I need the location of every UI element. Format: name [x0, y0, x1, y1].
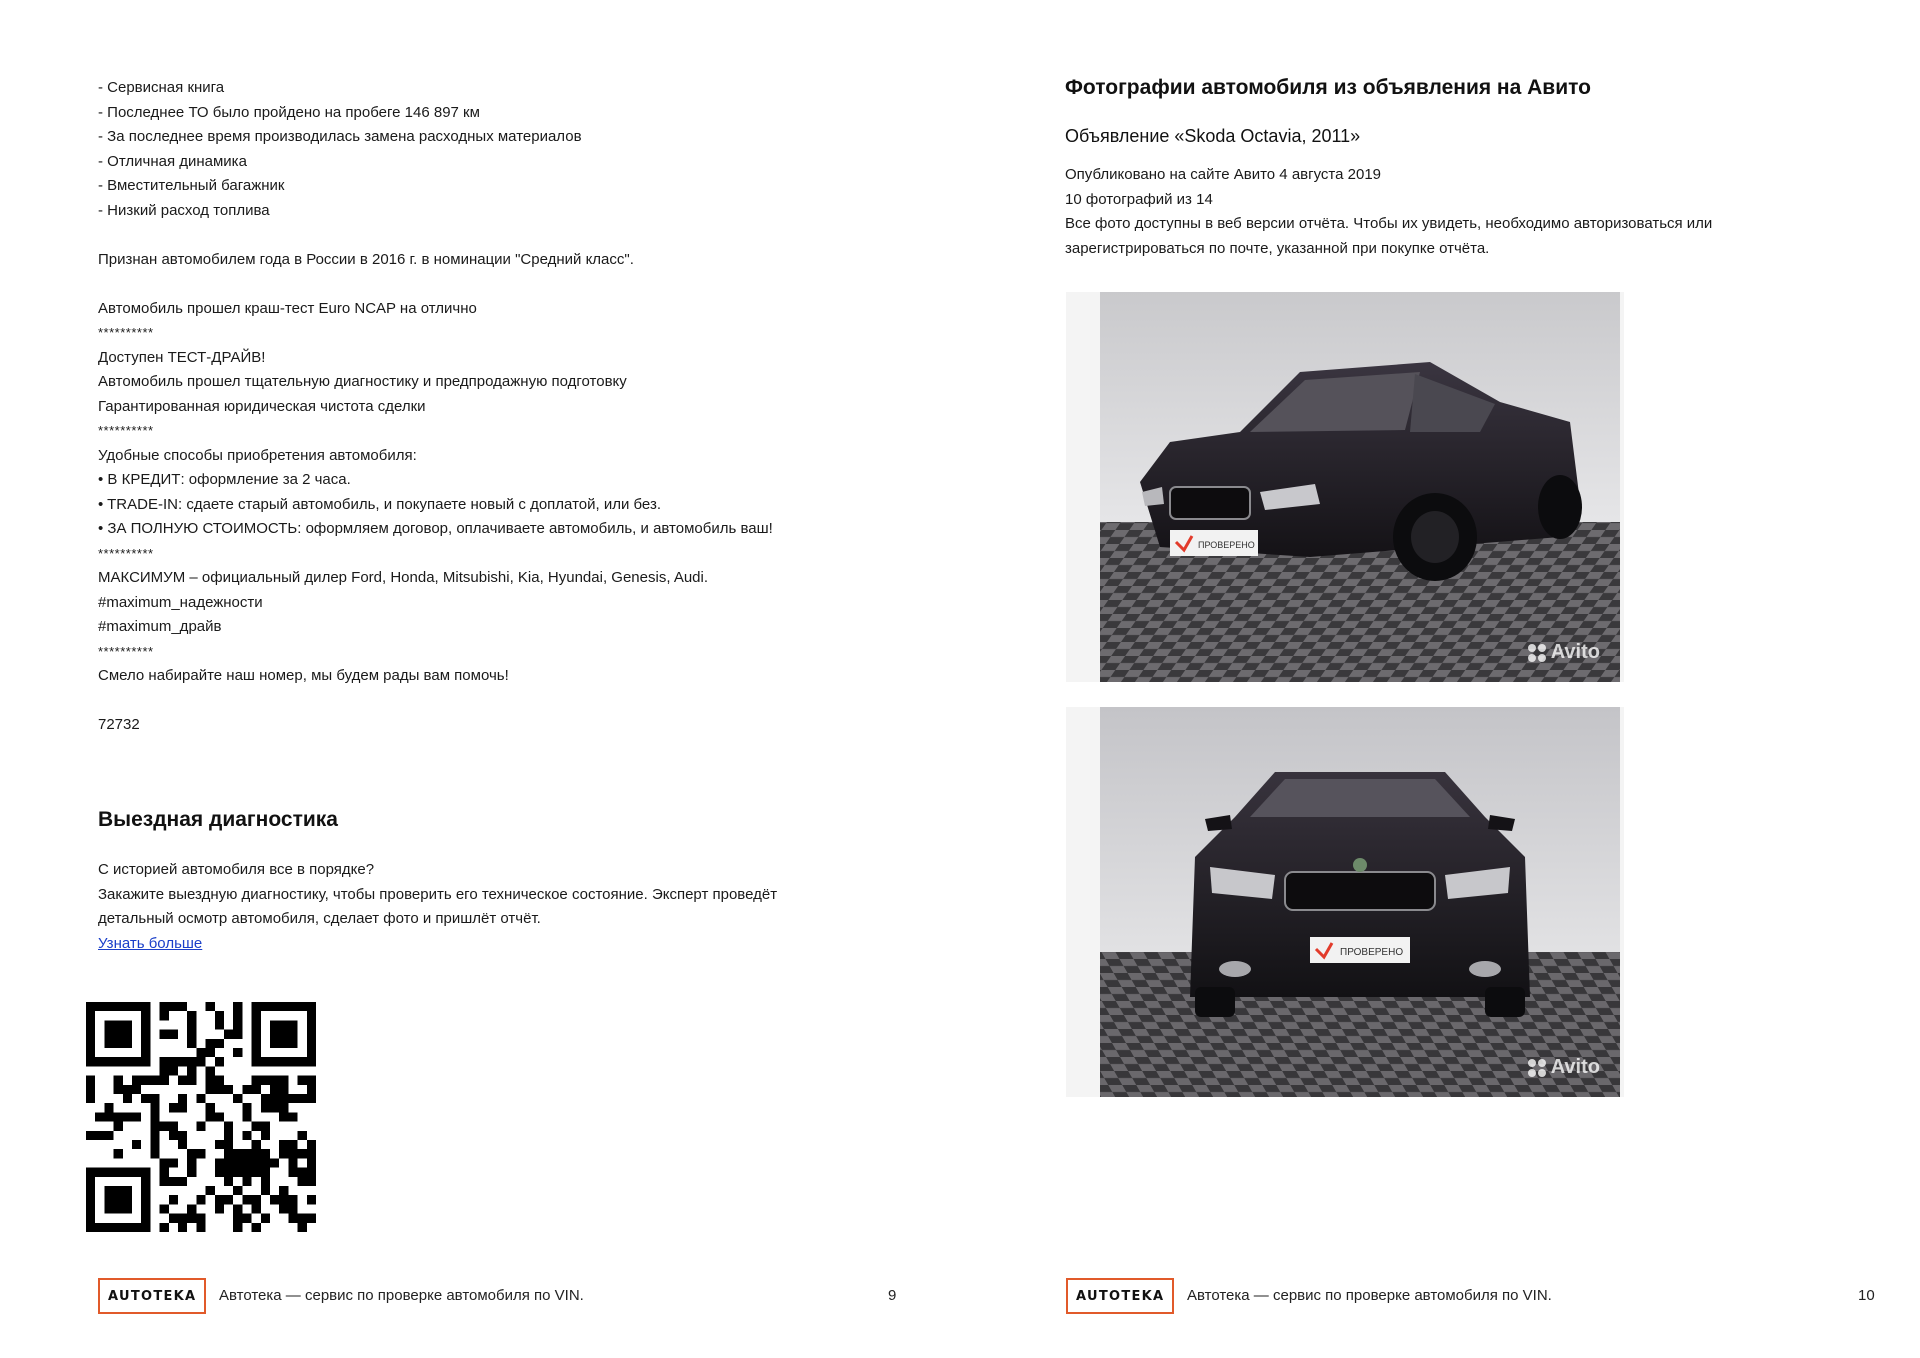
published-date: Опубликовано на сайте Авито 4 августа 2019: [1065, 166, 1382, 183]
logo-text: AUTOTEKA: [108, 1288, 197, 1304]
car-photo-2[interactable]: [1066, 707, 1624, 1097]
logo-text: AUTOTEKA: [1076, 1288, 1165, 1304]
avito-watermark-text: Avito: [1550, 1056, 1600, 1078]
description-line: [98, 689, 858, 714]
separator-line: **********: [98, 423, 154, 438]
description-line: [98, 272, 858, 297]
description-line: #maximum_драйв: [98, 618, 222, 635]
autoteka-logo[interactable]: [98, 1278, 206, 1314]
description-line: Доступен ТЕСТ-ДРАЙВ!: [98, 348, 266, 366]
footer-text: Автотека — сервис по проверке автомобиля по VIN.: [1187, 1287, 1552, 1304]
separator-line: **********: [98, 643, 154, 659]
car-front-three-quarter-image: [1100, 292, 1620, 682]
plate-badge-text: ПРОВЕРЕНО: [1198, 540, 1255, 550]
description-line: Гарантированная юридическая чистота сделки: [98, 397, 426, 415]
car-photo-image: [1100, 292, 1620, 682]
diagnostics-line: С историей автомобиля все в порядке?: [98, 861, 375, 878]
car-front-view-image: [1100, 707, 1620, 1097]
description-line: #maximum_надежности: [98, 593, 263, 611]
page-footer: [1066, 1278, 1886, 1314]
photo-count: 10 фотографий из 14: [1065, 190, 1213, 208]
description-line: - Последнее ТО было пройдено на пробеге 146 897 км: [98, 103, 480, 121]
photos-note: зарегистрироваться по почте, указанной при покупке отчёта.: [1065, 239, 1490, 257]
avito-watermark-text: Avito: [1550, 641, 1600, 663]
plate-badge-text: ПРОВЕРЕНО: [1340, 947, 1404, 958]
description-line: - За последнее время производилась замена расходных материалов: [98, 128, 582, 145]
car-photo-1[interactable]: [1066, 292, 1624, 682]
description-line: - Низкий расход топлива: [98, 201, 270, 219]
description-line: Удобные способы приобретения автомобиля:: [98, 446, 417, 464]
avito-logo-icon: [1528, 644, 1546, 662]
car-photo-image: [1100, 707, 1620, 1097]
qr-code: [86, 1002, 316, 1232]
diagnostics-heading: Выездная диагностика: [98, 808, 338, 831]
listing-name: Объявление «Skoda Octavia, 2011»: [1065, 126, 1361, 146]
description-line: • В КРЕДИТ: оформление за 2 часа.: [98, 471, 351, 488]
description-line: - Отличная динамика: [98, 152, 247, 170]
photos-heading: Фотографии автомобиля из объявления на Авито: [1065, 76, 1591, 99]
separator-line: **********: [98, 545, 154, 561]
diagnostics-line: Закажите выездную диагностику, чтобы проверить его техническое состояние. Эксперт проведёт: [98, 885, 778, 903]
description-line: - Вместительный багажник: [98, 177, 285, 194]
learn-more-link[interactable]: Узнать больше: [98, 934, 203, 952]
description-line: Автомобиль прошел краш-тест Euro NCAP на отлично: [98, 299, 477, 317]
diagnostics-text: [98, 858, 858, 956]
description-line: • ЗА ПОЛНУЮ СТОИМОСТЬ: оформляем договор, оплачиваете автомобиль, и автомобиль ваш!: [98, 520, 773, 537]
description-line: [98, 223, 858, 248]
description-line: Признан автомобилем года в России в 2016 г. в номинации "Средний класс".: [98, 250, 634, 268]
avito-watermark: [1528, 641, 1600, 664]
description-line: Автомобиль прошел тщательную диагностику и предпродажную подготовку: [98, 373, 627, 390]
autoteka-logo[interactable]: [1066, 1278, 1174, 1314]
diagnostics-line: детальный осмотр автомобиля, сделает фото и пришлёт отчёт.: [98, 910, 541, 927]
report-page-right: [960, 0, 1920, 1358]
description-line: • TRADE-IN: сдаете старый автомобиль, и покупаете новый с доплатой, или без.: [98, 495, 661, 513]
description-line: - Сервисная книга: [98, 79, 225, 96]
description-line: Смело набирайте наш номер, мы будем рады вам помочь!: [98, 667, 509, 684]
description-line: МАКСИМУМ – официальный дилер Ford, Honda, Mitsubishi, Kia, Hyundai, Genesis, Audi.: [98, 569, 709, 586]
footer-text: Автотека — сервис по проверке автомобиля по VIN.: [219, 1287, 584, 1304]
page-footer: [98, 1278, 898, 1314]
listing-description: [98, 76, 858, 738]
page-number: 9: [888, 1287, 897, 1304]
separator-line: **********: [98, 325, 154, 340]
avito-logo-icon: [1528, 1059, 1546, 1077]
description-line: 72732: [98, 716, 140, 733]
avito-watermark: [1528, 1056, 1600, 1079]
page-number: 10: [1858, 1287, 1875, 1304]
listing-meta: [1065, 163, 1825, 261]
photos-note: Все фото доступны в веб версии отчёта. Чтобы их увидеть, необходимо авторизоваться или: [1065, 215, 1713, 232]
